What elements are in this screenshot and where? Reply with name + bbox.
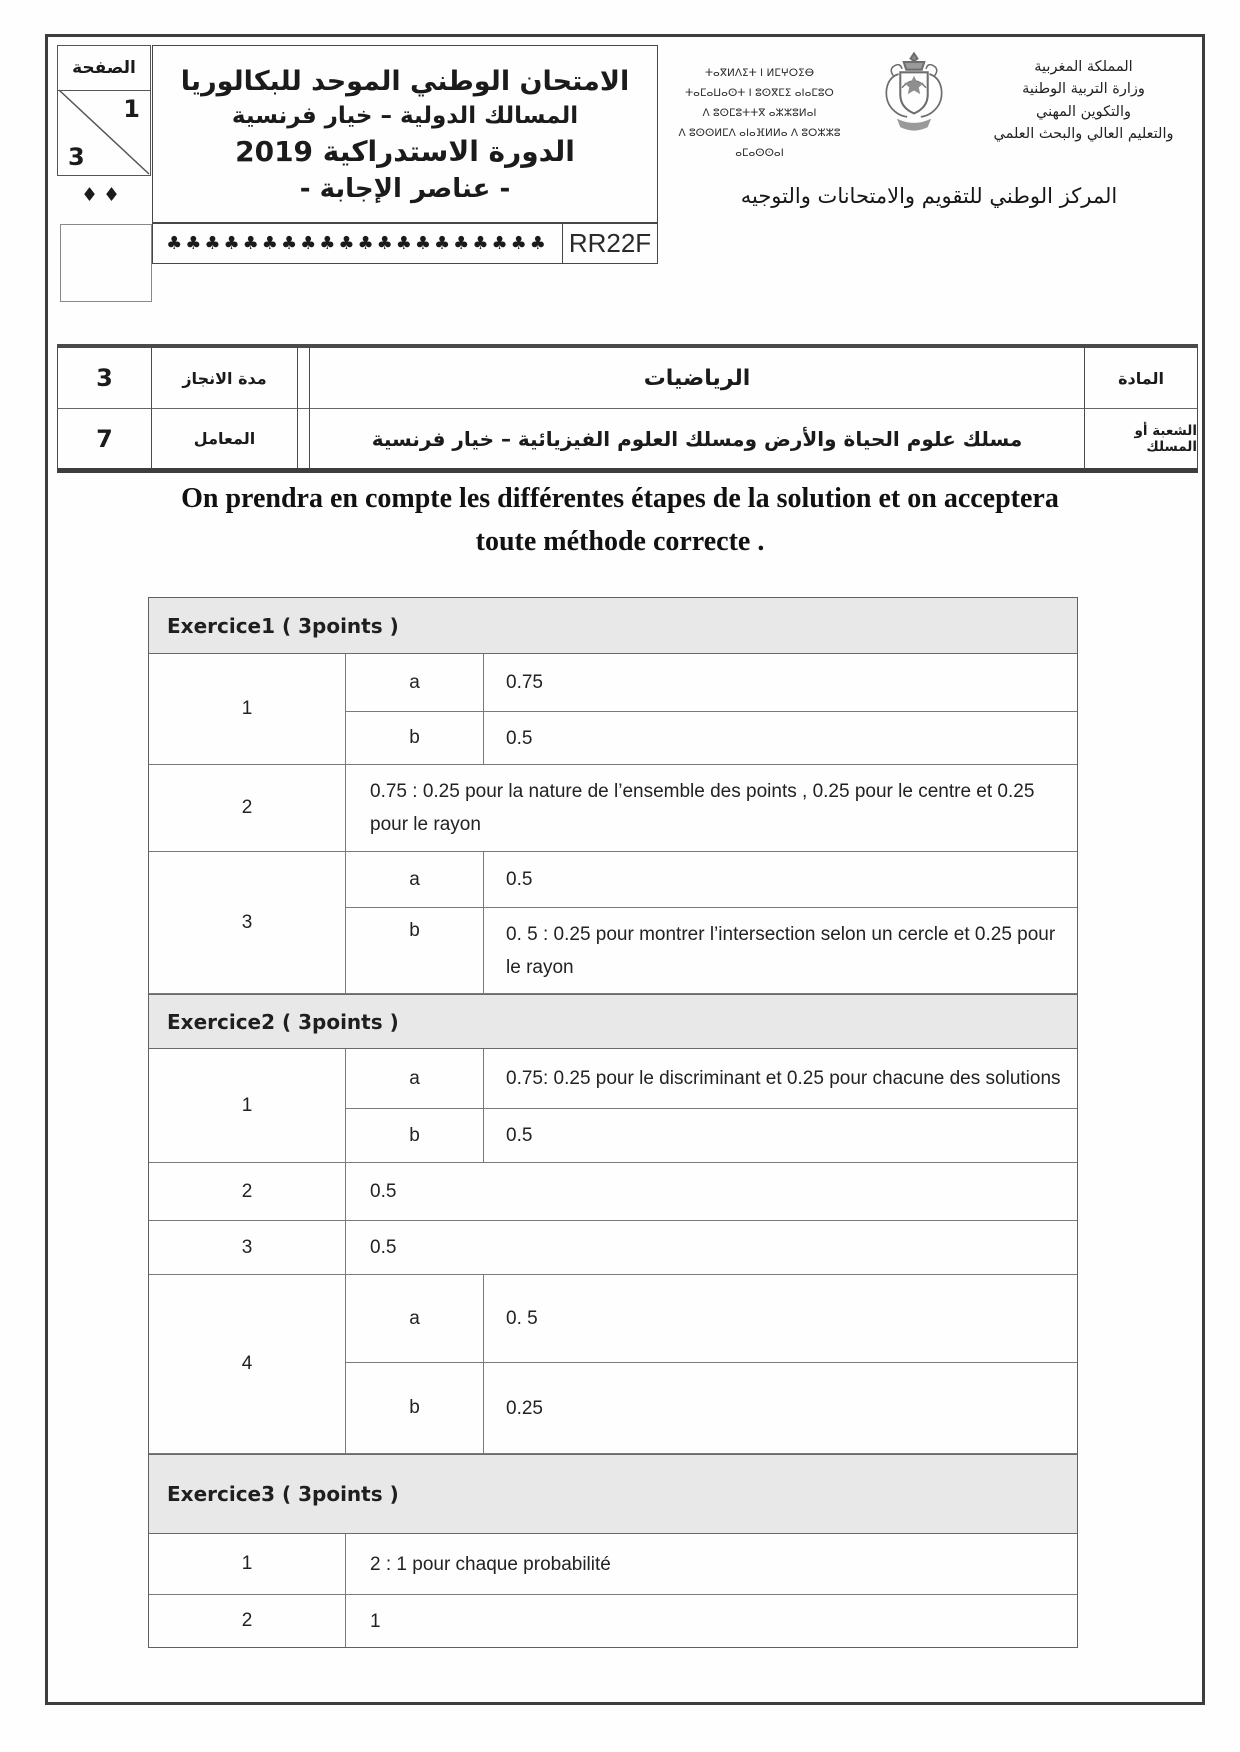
info-row-subject bbox=[57, 346, 1198, 408]
points-text: 0.75 bbox=[506, 672, 543, 693]
exercise1-question2-row bbox=[149, 765, 1077, 852]
question-number: 2 bbox=[149, 765, 346, 851]
ministry-name-arabic bbox=[971, 46, 1196, 146]
sub-question-letter: a bbox=[346, 1275, 484, 1362]
exercise1-question1-row bbox=[149, 654, 1077, 765]
points-text: 0.25 bbox=[506, 1397, 543, 1419]
duration-label: مدة الانجاز bbox=[152, 346, 298, 408]
question-number: 4 bbox=[149, 1275, 346, 1453]
diamond-marks: ♦♦ bbox=[80, 184, 126, 206]
instruction-line2: toute méthode correcte . bbox=[475, 526, 765, 558]
sub-question-b bbox=[346, 1362, 1077, 1453]
ministry-arabic-line3: والتكوين المهني bbox=[1036, 103, 1131, 120]
instruction-line1: On prendra en compte les différentes étapes de la solution et on acceptera bbox=[181, 483, 1059, 514]
track-value: مسلك علوم الحياة والأرض ومسلك العلوم الفيزيائية – خيار فرنسية bbox=[309, 408, 1085, 470]
national-center-name: المركز الوطني للتقويم والامتحانات والتوجيه bbox=[740, 184, 1118, 208]
sub-question-b bbox=[346, 711, 1077, 764]
exercise3-header: Exercice3 ( 3points ) bbox=[149, 1454, 1077, 1534]
sub-question-letter: b bbox=[346, 908, 484, 993]
info-gap bbox=[298, 408, 309, 470]
ministry-name-tifinagh bbox=[662, 46, 857, 164]
points-text: 0.5 bbox=[506, 1125, 533, 1146]
tifinagh-line4: ⴷ ⵓⵙⵙⵍⵎⴷ ⴰⵏⴰⴼⵍⵍⴰ ⴷ ⵓⵔⵣⵣⵓ ⴰⵎⴰⵙⵙⴰⵏ bbox=[678, 126, 841, 159]
subject-label: المادة bbox=[1085, 346, 1198, 408]
sub-question-letter: a bbox=[346, 852, 484, 907]
question-number: 3 bbox=[149, 1221, 346, 1274]
sub-question-letter: b bbox=[346, 712, 484, 764]
points-text: 0.5 bbox=[506, 869, 533, 890]
points-text: 0.75 : 0.25 pour la nature de l’ensemble des points , 0.25 pour le centre et 0.25 pour le rayon bbox=[370, 781, 1035, 835]
current-page-number: 1 bbox=[123, 95, 140, 123]
grading-table bbox=[148, 597, 1078, 1648]
coefficient-value: 7 bbox=[57, 408, 152, 470]
question-number: 1 bbox=[149, 654, 346, 764]
ministry-arabic-line1: المملكة المغربية bbox=[1034, 59, 1133, 75]
points-text: 0.5 bbox=[370, 1181, 397, 1202]
tifinagh-line3: ⴷ ⵓⵙⵎⵓⵜⵜⴳ ⴰⵣⵣⵓⵍⴰⵏ bbox=[702, 106, 817, 119]
exam-title-line3: الدورة الاستدراكية 2019 bbox=[235, 134, 575, 168]
points-text: 0.5 bbox=[506, 727, 533, 749]
exam-info-table bbox=[57, 344, 1198, 473]
page-box-label: الصفحة bbox=[57, 45, 151, 91]
sub-question-letter: b bbox=[346, 1363, 484, 1453]
sub-question-a bbox=[346, 852, 1077, 907]
question-number: 2 bbox=[149, 1595, 346, 1647]
points-text: 2 : 1 pour chaque probabilité bbox=[370, 1553, 611, 1575]
ministry-arabic-line4: والتعليم العالي والبحث العلمي bbox=[993, 126, 1174, 143]
exercise2-header: Exercice2 ( 3points ) bbox=[149, 994, 1077, 1049]
question-number: 3 bbox=[149, 852, 346, 993]
exercise1-question3-row bbox=[149, 852, 1077, 994]
grading-instruction bbox=[80, 477, 1160, 564]
question-number: 1 bbox=[149, 1534, 346, 1594]
club-stars-decoration: ♣♣♣♣♣♣♣♣♣♣♣♣♣♣♣♣♣♣♣♣ bbox=[166, 232, 549, 254]
exercise2-question4-row bbox=[149, 1275, 1077, 1454]
points-text: 0. 5 bbox=[506, 1308, 538, 1329]
tifinagh-line1: ⵜⴰⴳⵍⴷⵉⵜ ⵏ ⵍⵎⵖⵔⵉⴱ bbox=[704, 67, 815, 79]
coefficient-label: المعامل bbox=[152, 408, 298, 470]
exam-title-line1: الامتحان الوطني الموحد للبكالوريا bbox=[180, 65, 630, 97]
sub-question-letter: a bbox=[346, 654, 484, 711]
exam-title-line2: المسالك الدولية – خيار فرنسية bbox=[231, 102, 579, 129]
exercise3-question2-row bbox=[149, 1595, 1077, 1647]
exercise2-question1-row bbox=[149, 1049, 1077, 1163]
sub-question-letter: a bbox=[346, 1049, 484, 1108]
points-text: 0.5 bbox=[370, 1237, 397, 1258]
points-text: 0. 5 : 0.25 pour montrer l’intersection selon un cercle et 0.25 pour le rayon bbox=[506, 924, 1056, 978]
sub-question-a bbox=[346, 654, 1077, 711]
exercise3-question1-row bbox=[149, 1534, 1077, 1595]
sub-question-a bbox=[346, 1275, 1077, 1362]
points-text: 1 bbox=[370, 1610, 381, 1632]
ministry-header bbox=[662, 46, 1196, 178]
stars-code-row bbox=[152, 222, 658, 264]
duration-value: 3 bbox=[57, 346, 152, 408]
exam-title-block bbox=[152, 45, 658, 224]
points-text: 0.75: 0.25 pour le discriminant et 0.25 pour chacune des solutions bbox=[506, 1068, 1061, 1089]
exam-code: RR22F bbox=[562, 223, 657, 263]
tifinagh-line2: ⵜⴰⵎⴰⵡⴰⵙⵜ ⵏ ⵓⵙⴳⵎⵉ ⴰⵏⴰⵎⵓⵔ bbox=[685, 86, 834, 99]
exercise1-header: Exercice1 ( 3points ) bbox=[149, 598, 1077, 654]
question-number: 1 bbox=[149, 1049, 346, 1162]
sub-question-b bbox=[346, 907, 1077, 993]
empty-stamp-box bbox=[60, 224, 152, 302]
info-gap bbox=[298, 346, 309, 408]
subject-value: الرياضيات bbox=[309, 346, 1085, 408]
exam-title-line4: - عناصر الإجابة - bbox=[299, 173, 511, 204]
exercise2-question2-row bbox=[149, 1163, 1077, 1221]
page-number-box bbox=[57, 89, 151, 176]
coat-of-arms-logo bbox=[871, 46, 957, 150]
question-number: 2 bbox=[149, 1163, 346, 1220]
info-row-track bbox=[57, 408, 1198, 470]
sub-question-b bbox=[346, 1108, 1077, 1162]
sub-question-letter: b bbox=[346, 1109, 484, 1162]
exercise2-question3-row bbox=[149, 1221, 1077, 1275]
ministry-arabic-line2: وزارة التربية الوطنية bbox=[1022, 81, 1145, 98]
track-label: الشعبة أو المسلك bbox=[1085, 408, 1198, 470]
total-page-number: 3 bbox=[68, 143, 85, 171]
sub-question-a bbox=[346, 1049, 1077, 1108]
